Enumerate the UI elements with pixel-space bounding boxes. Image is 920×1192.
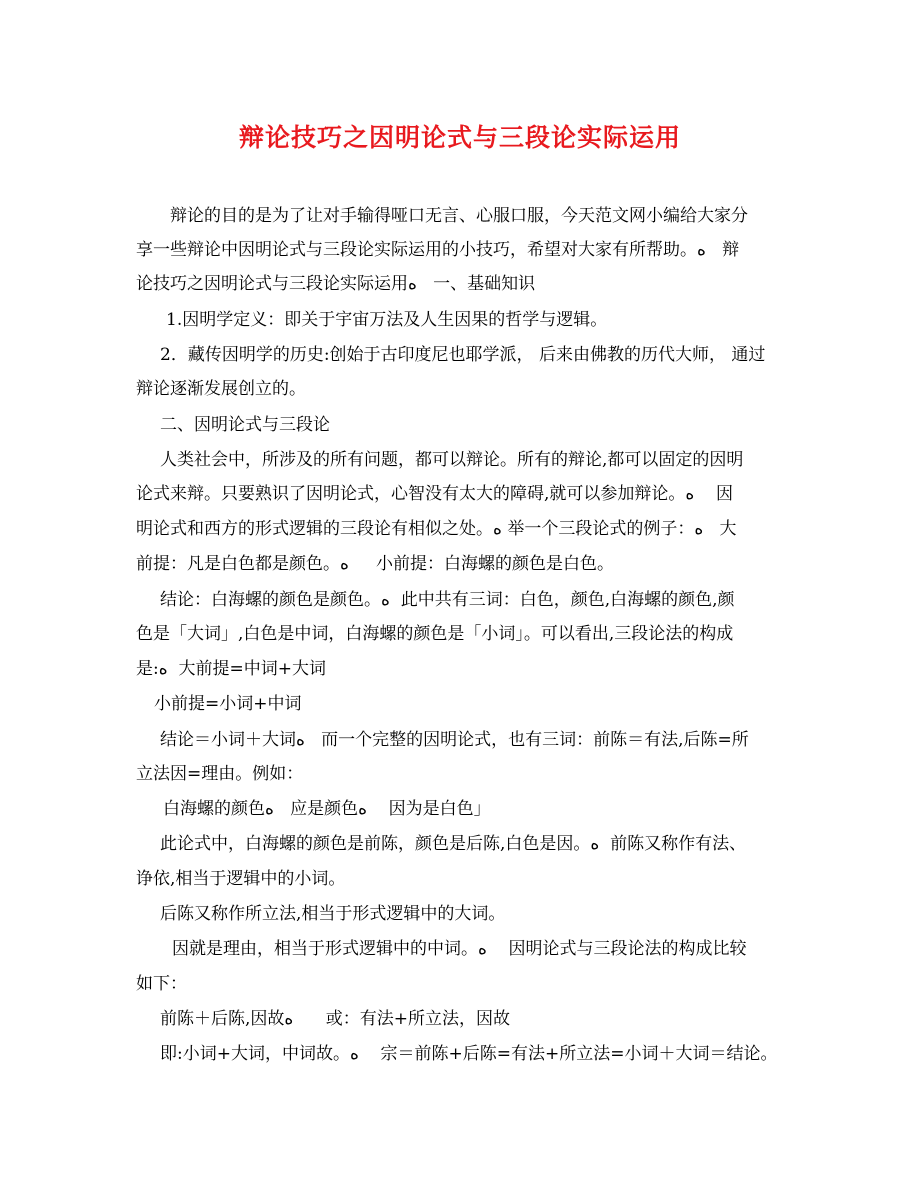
paragraph-line: 诤依,相当于逻辑中的小词。 bbox=[136, 869, 346, 889]
paragraph-line: 1.因明学定义：即关于宇宙万法及人生因果的哲学与逻辑。 bbox=[166, 310, 608, 330]
paragraph-line: 即:小词+大词，中词故。ﻩ 宗＝前陈+后陈=有法+所立法=小词＋大词＝结论。 bbox=[160, 1044, 778, 1064]
paragraph-line: 人类社会中，所涉及的所有问题，都可以辩论。所有的辩论,都可以固定的因明 bbox=[160, 450, 744, 470]
paragraph-line: 辩论的目的是为了让对手输得哑口无言、心服口服，今天范文网小编给大家分 bbox=[170, 206, 748, 226]
paragraph-line: 2．藏传因明学的历史:创始于古印度尼也耶学派， 后来由佛教的历代大师， 通过 bbox=[160, 345, 766, 365]
paragraph-line: 论技巧之因明论式与三段论实际运用ﻩ 一、基础知识 bbox=[136, 274, 536, 294]
paragraph-line: 结论：白海螺的颜色是颜色。ﻩ 此中共有三词：白色，颜色,白海螺的颜色,颜 bbox=[160, 590, 735, 610]
paragraph-line: 此论式中，白海螺的颜色是前陈，颜色是后陈,白色是因。ﻩ 前陈又称作有法、 bbox=[160, 834, 747, 854]
paragraph-line: 辩论逐渐发展创立的。 bbox=[136, 379, 306, 399]
paragraph-line: 色是「大词」,白色是中词，白海螺的颜色是「小词」。可以看出,三段论法的构成 bbox=[136, 624, 734, 644]
paragraph-line: 前提：凡是白色都是颜色。ﻩ 小前提：白海螺的颜色是白色。 bbox=[136, 554, 614, 574]
paragraph-line: 白海螺的颜色ﻩ 应是颜色ﻩ 因为是白色」 bbox=[163, 799, 491, 819]
section-heading: 二、因明论式与三段论 bbox=[160, 415, 330, 435]
paragraph-line: 前陈＋后陈,因故ﻩ 或：有法+所立法，因故 bbox=[160, 1009, 510, 1029]
paragraph-line: 明论式和西方的形式逻辑的三段论有相似之处。ﻩ 举一个三段论式的例子：ﻩ 大 bbox=[136, 519, 737, 539]
paragraph-line: 如下： bbox=[136, 974, 187, 994]
paragraph-line: 论式来辩。只要熟识了因明论式，心智没有太大的障碍,就可以参加辩论。ﻩ 因 bbox=[136, 484, 733, 504]
paragraph-line: 小前提=小词+中词 bbox=[154, 694, 302, 714]
paragraph-line: 后陈又称作所立法,相当于形式逻辑中的大词。 bbox=[160, 904, 506, 924]
paragraph-line: 结论＝小词＋大词ﻩ 而一个完整的因明论式，也有三词：前陈＝有法,后陈=所 bbox=[160, 730, 749, 750]
paragraph-line: 是:ﻩ 大前提=中词+大词 bbox=[136, 659, 326, 679]
document-title: 辩论技巧之因明论式与三段论实际运用 bbox=[238, 123, 681, 152]
paragraph-line: 立法因=理由。例如： bbox=[136, 764, 304, 784]
paragraph-line: 享一些辩论中因明论式与三段论实际运用的小技巧，希望对大家有所帮助。ﻩ 辩 bbox=[136, 240, 740, 260]
paragraph-line: 因就是理由，相当于形式逻辑中的中词。ﻩ 因明论式与三段论法的构成比较 bbox=[172, 939, 747, 959]
